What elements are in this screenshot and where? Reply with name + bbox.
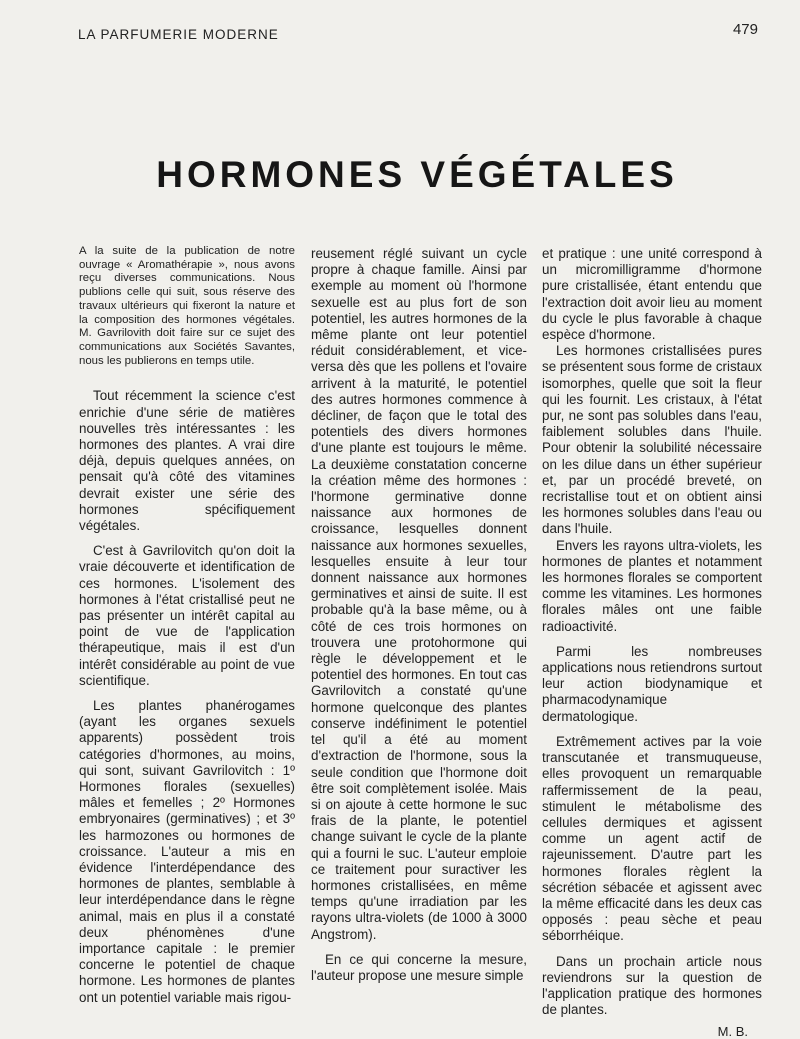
paragraph: Extrêmement actives par la voie transcutanée et transmuqueuse, elles provoquent un remarquable raffermissement de la peau, stimulent le métabolisme des cellules dermiques et agissent comme un agent actif de rajeunissement. D'autre part les hormones florales règlent la sécrétion sébacée et agissent avec la même efficacité dans les deux cas opposés : peau sèche et peau séborrhéique. <box>542 733 762 944</box>
author-signature: M. B. <box>717 1024 748 1039</box>
paragraph: C'est à Gavrilovitch qu'on doit la vraie découverte et identification de ces hormones. L'isolement des hormones à l'état cristallisé peut ne pas présenter un intérêt capital au point de vue de l'application thérapeutique, mais il est d'un intérêt considérable au point de vue scientifique. <box>79 543 295 688</box>
paragraph: Envers les rayons ultra-violets, les hormones de plantes et notamment les hormones florales se comportent comme les vitamines. Les hormones florales mâles ont une faible radioactivité. <box>542 537 762 634</box>
intro-paragraph: A la suite de la publication de notre ouvrage « Aromathérapie », nous avons reçu diverses communications. Nous publions celle qui suit, sous réserve des travaux ultérieurs qui fixeront la nature et la composition des hormones végétales. M. Gavrilovith doit faire sur ce sujet des communications aux Sociétés Savantes, nous les publierons en temps utile. <box>79 245 295 367</box>
running-head: LA PARFUMERIE MODERNE <box>78 27 279 42</box>
paragraph: Parmi les nombreuses applications nous retiendrons surtout leur action biodynamique et pharmacodynamique dermatologique. <box>542 643 762 724</box>
paragraph: En ce qui concerne la mesure, l'auteur propose une mesure simple <box>311 951 527 983</box>
paragraph: Tout récemment la science c'est enrichie d'une série de matières nouvelles très intéressantes : les hormones des plantes. A vrai dire déjà, depuis quelques années, on pensait qu'à côté des vitamines devrait exister une série des hormones spécifiquement végétales. <box>79 388 295 533</box>
paragraph: Dans un prochain article nous reviendrons sur la question de l'application pratique des hormones de plantes. <box>542 953 762 1018</box>
paragraph: reusement réglé suivant un cycle propre à chaque famille. Ainsi par exemple au moment où l'hormone sexuelle est au plus fort de son potentiel, les autres hormones de la même plante ont leur potentiel réduit considérablement, et vice-versa dès que les pollens et l'ovaire arrivent à la maturité, le potentiel des autres hormones commence à décliner, de façon que le total des potentiels des divers hormones d'une plante est toujours le même. La deuxième constatation concerne la création même des hormones : l'hormone germinative donne naissance aux hormones de croissance, lesquelles donnent naissance aux hormones sexuelles, lesquelles ensuite à leur tour donnent naissance aux hormones germinatives et ainsi de suite. Il est probable qu'à la base même, ou à côté de ces trois hormones on trouvera une protohormone qui règle le développement et le potentiel des hormones. En tout cas Gavrilovitch a constaté qu'une hormone quelconque des plantes conserve indéfiniment le potentiel tel qu'il a été au moment d'extraction de l'hormone, sous la seule condition que l'hormone doit être soit complètement isolée. Mais si on ajoute à cette hormone le suc frais de la plante, le potentiel change suivant le cycle de la plante qui a fourni le suc. L'auteur emploie ce traitement pour suractiver les hormones cristallisées, en même temps qu'une irradiation par les rayons ultra-violets (de 1000 à 3000 Angstrom). <box>311 246 527 942</box>
paragraph: et pratique : une unité correspond à un micromilligramme d'hormone pure cristallisée, étant entendu que l'extraction doit avoir lieu au moment du cycle le plus favorable à chaque espèce d'hormone. <box>542 246 762 343</box>
article-title: HORMONES VÉGÉTALES <box>156 154 678 195</box>
paragraph: Les plantes phanérogames (ayant les organes sexuels apparents) possèdent trois catégories d'hormones, au moins, qui sont, suivant Gavrilovitch : 1º Hormones florales (sexuelles) mâles et femelles ; 2º Hormones embryonaires (germinatives) ; et 3º les harmozones ou hormones de croissance. L'auteur a mis en évidence l'interdépendance des hormones de plantes, semblable à leur interdépendance dans le règne animal, mais en plus il a constaté deux phénomènes d'une importance capitale : le premier concerne le potentiel de chaque hormone. Les hormones de plantes ont un potentiel variable mais rigou- <box>79 697 295 1005</box>
column-2 <box>311 246 527 984</box>
column-1 <box>79 245 295 1006</box>
column-3 <box>542 246 762 1039</box>
paragraph: Les hormones cristallisées pures se présentent sous forme de cristaux isomorphes, quelle que soit la fleur qui les fournit. Les cristaux, à l'état pur, ne sont pas solubles dans l'eau, faiblement solubles dans l'huile. Pour obtenir la solubilité nécessaire on les dilue dans un éther supérieur et, par un procédé breveté, on recristallise tout et on obtient ainsi les hormones solubles dans l'eau ou dans l'huile. <box>542 343 762 537</box>
page-number: 479 <box>732 21 758 38</box>
